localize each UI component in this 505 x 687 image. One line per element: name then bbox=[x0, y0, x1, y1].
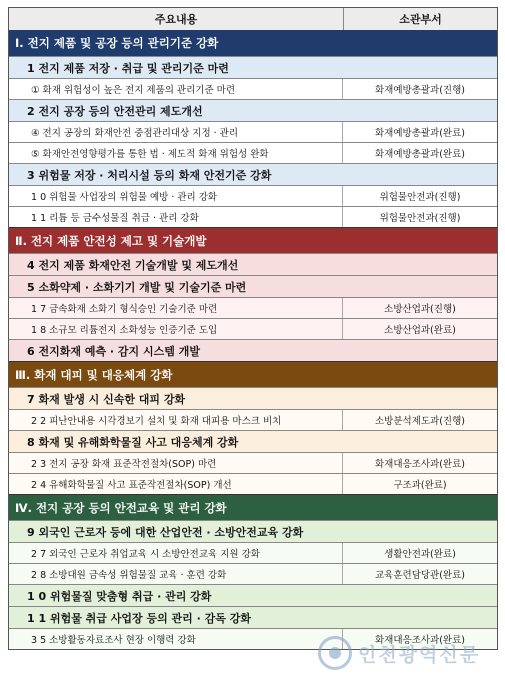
responsible-department: 화재예방총괄과(완료) bbox=[374, 149, 465, 160]
task-description: ⑤ 화재안전영향평가를 통한 법 · 제도적 화재 위험성 완화 bbox=[9, 143, 343, 163]
watermark bbox=[318, 636, 480, 670]
task-description: 3 5 소방활동자료조사 현장 이행력 강화 bbox=[9, 629, 343, 649]
task-row bbox=[9, 473, 497, 494]
section-heading: Ⅳ. 전지 공장 등의 안전교육 및 관리 강화 bbox=[9, 494, 497, 520]
task-description: 1 7 금속화재 소화기 형식승인 기술기준 마련 bbox=[9, 298, 343, 318]
task-group-heading: 5 소화약제 · 소화기기 개발 및 기술기준 마련 bbox=[9, 275, 497, 297]
responsible-department: 위험물안전과(진행) bbox=[379, 213, 461, 224]
newspaper-logo-icon bbox=[318, 636, 352, 670]
task-group-heading: 2 전지 공장 등의 안전관리 제도개선 bbox=[9, 99, 497, 121]
responsible-department: 화재예방총괄과(진행) bbox=[374, 85, 465, 96]
task-description: 1 8 소규모 리튬전지 소화성능 인증기준 도입 bbox=[9, 319, 343, 339]
task-row bbox=[9, 318, 497, 339]
task-description: ④ 전지 공장의 화재안전 중점관리대상 지정 · 관리 bbox=[9, 122, 343, 142]
task-group-heading: 7 화재 발생 시 신속한 대피 강화 bbox=[9, 387, 497, 409]
task-description: 1 1 리튬 등 금수성물질 취급 · 관리 강화 bbox=[9, 207, 343, 227]
table-body bbox=[9, 30, 497, 649]
task-description: 2 7 외국인 근로자 취업교육 시 소방안전교육 지원 강화 bbox=[9, 543, 343, 563]
task-row bbox=[9, 185, 497, 206]
section-heading: Ⅱ. 전지 제품 안전성 제고 및 기술개발 bbox=[9, 227, 497, 253]
task-row bbox=[9, 542, 497, 563]
responsible-department: 소방분석제도과(진행) bbox=[374, 416, 465, 427]
task-row bbox=[9, 206, 497, 227]
section-heading: Ⅲ. 화재 대피 및 대응체계 강화 bbox=[9, 361, 497, 387]
header-content: 주요내용 bbox=[9, 8, 344, 30]
responsible-department: 소방산업과(완료) bbox=[384, 325, 456, 336]
task-group-heading: 4 전지 제품 화재안전 기술개발 및 제도개선 bbox=[9, 253, 497, 275]
task-description: 2 4 유해화학물질 사고 표준작전절차(SOP) 개선 bbox=[9, 474, 343, 494]
task-description: ① 화재 위험성이 높은 전지 제품의 관리기준 마련 bbox=[9, 79, 343, 99]
responsible-department: 교육훈련담당관(완료) bbox=[374, 570, 465, 581]
responsible-department: 생활안전과(완료) bbox=[384, 549, 456, 560]
task-group-heading: 9 외국인 근로자 등에 대한 산업안전 · 소방안전교육 강화 bbox=[9, 520, 497, 542]
watermark-text: 인천광역신문 bbox=[358, 643, 481, 666]
responsible-department: 위험물안전과(진행) bbox=[379, 192, 461, 203]
task-row bbox=[9, 409, 497, 430]
task-group-heading: 6 전지화재 예측 · 감지 시스템 개발 bbox=[9, 339, 497, 361]
header-department: 소관부서 bbox=[399, 13, 442, 26]
task-group-heading: 3 위험물 저장 · 처리시설 등의 화재 안전기준 강화 bbox=[9, 163, 497, 185]
task-row bbox=[9, 297, 497, 318]
task-description: 2 2 피난안내용 시각경보기 설치 및 화재 대피용 마스크 비치 bbox=[9, 410, 343, 430]
task-row bbox=[9, 452, 497, 473]
policy-table bbox=[8, 7, 498, 650]
task-row bbox=[9, 121, 497, 142]
task-description: 2 3 전지 공장 화재 표준작전절차(SOP) 마련 bbox=[9, 453, 343, 473]
task-description: 2 8 소방대원 금속성 위험물질 교육 · 훈련 강화 bbox=[9, 564, 343, 584]
task-group-heading: 1 전지 제품 저장 · 취급 및 관리기준 마련 bbox=[9, 56, 497, 78]
task-row bbox=[9, 78, 497, 99]
responsible-department: 화재대응조사과(완료) bbox=[374, 459, 465, 470]
task-row bbox=[9, 563, 497, 584]
task-description: 1 0 위험물 사업장의 위험물 예방 · 관리 강화 bbox=[9, 186, 343, 206]
responsible-department: 구조과(완료) bbox=[393, 480, 447, 491]
task-row bbox=[9, 142, 497, 163]
table-header bbox=[9, 8, 497, 30]
task-group-heading: 8 화재 및 유해화학물질 사고 대응체계 강화 bbox=[9, 430, 497, 452]
responsible-department: 화재대응조사과(완료) bbox=[374, 635, 465, 646]
responsible-department: 화재예방총괄과(완료) bbox=[374, 128, 465, 139]
section-heading: Ⅰ. 전지 제품 및 공장 등의 관리기준 강화 bbox=[9, 30, 497, 56]
task-group-heading: 1 0 위험물질 맞춤형 취급 · 관리 강화 bbox=[9, 584, 497, 606]
task-group-heading: 1 1 위험물 취급 사업장 등의 관리 · 감독 강화 bbox=[9, 606, 497, 628]
responsible-department: 소방산업과(진행) bbox=[384, 304, 456, 315]
